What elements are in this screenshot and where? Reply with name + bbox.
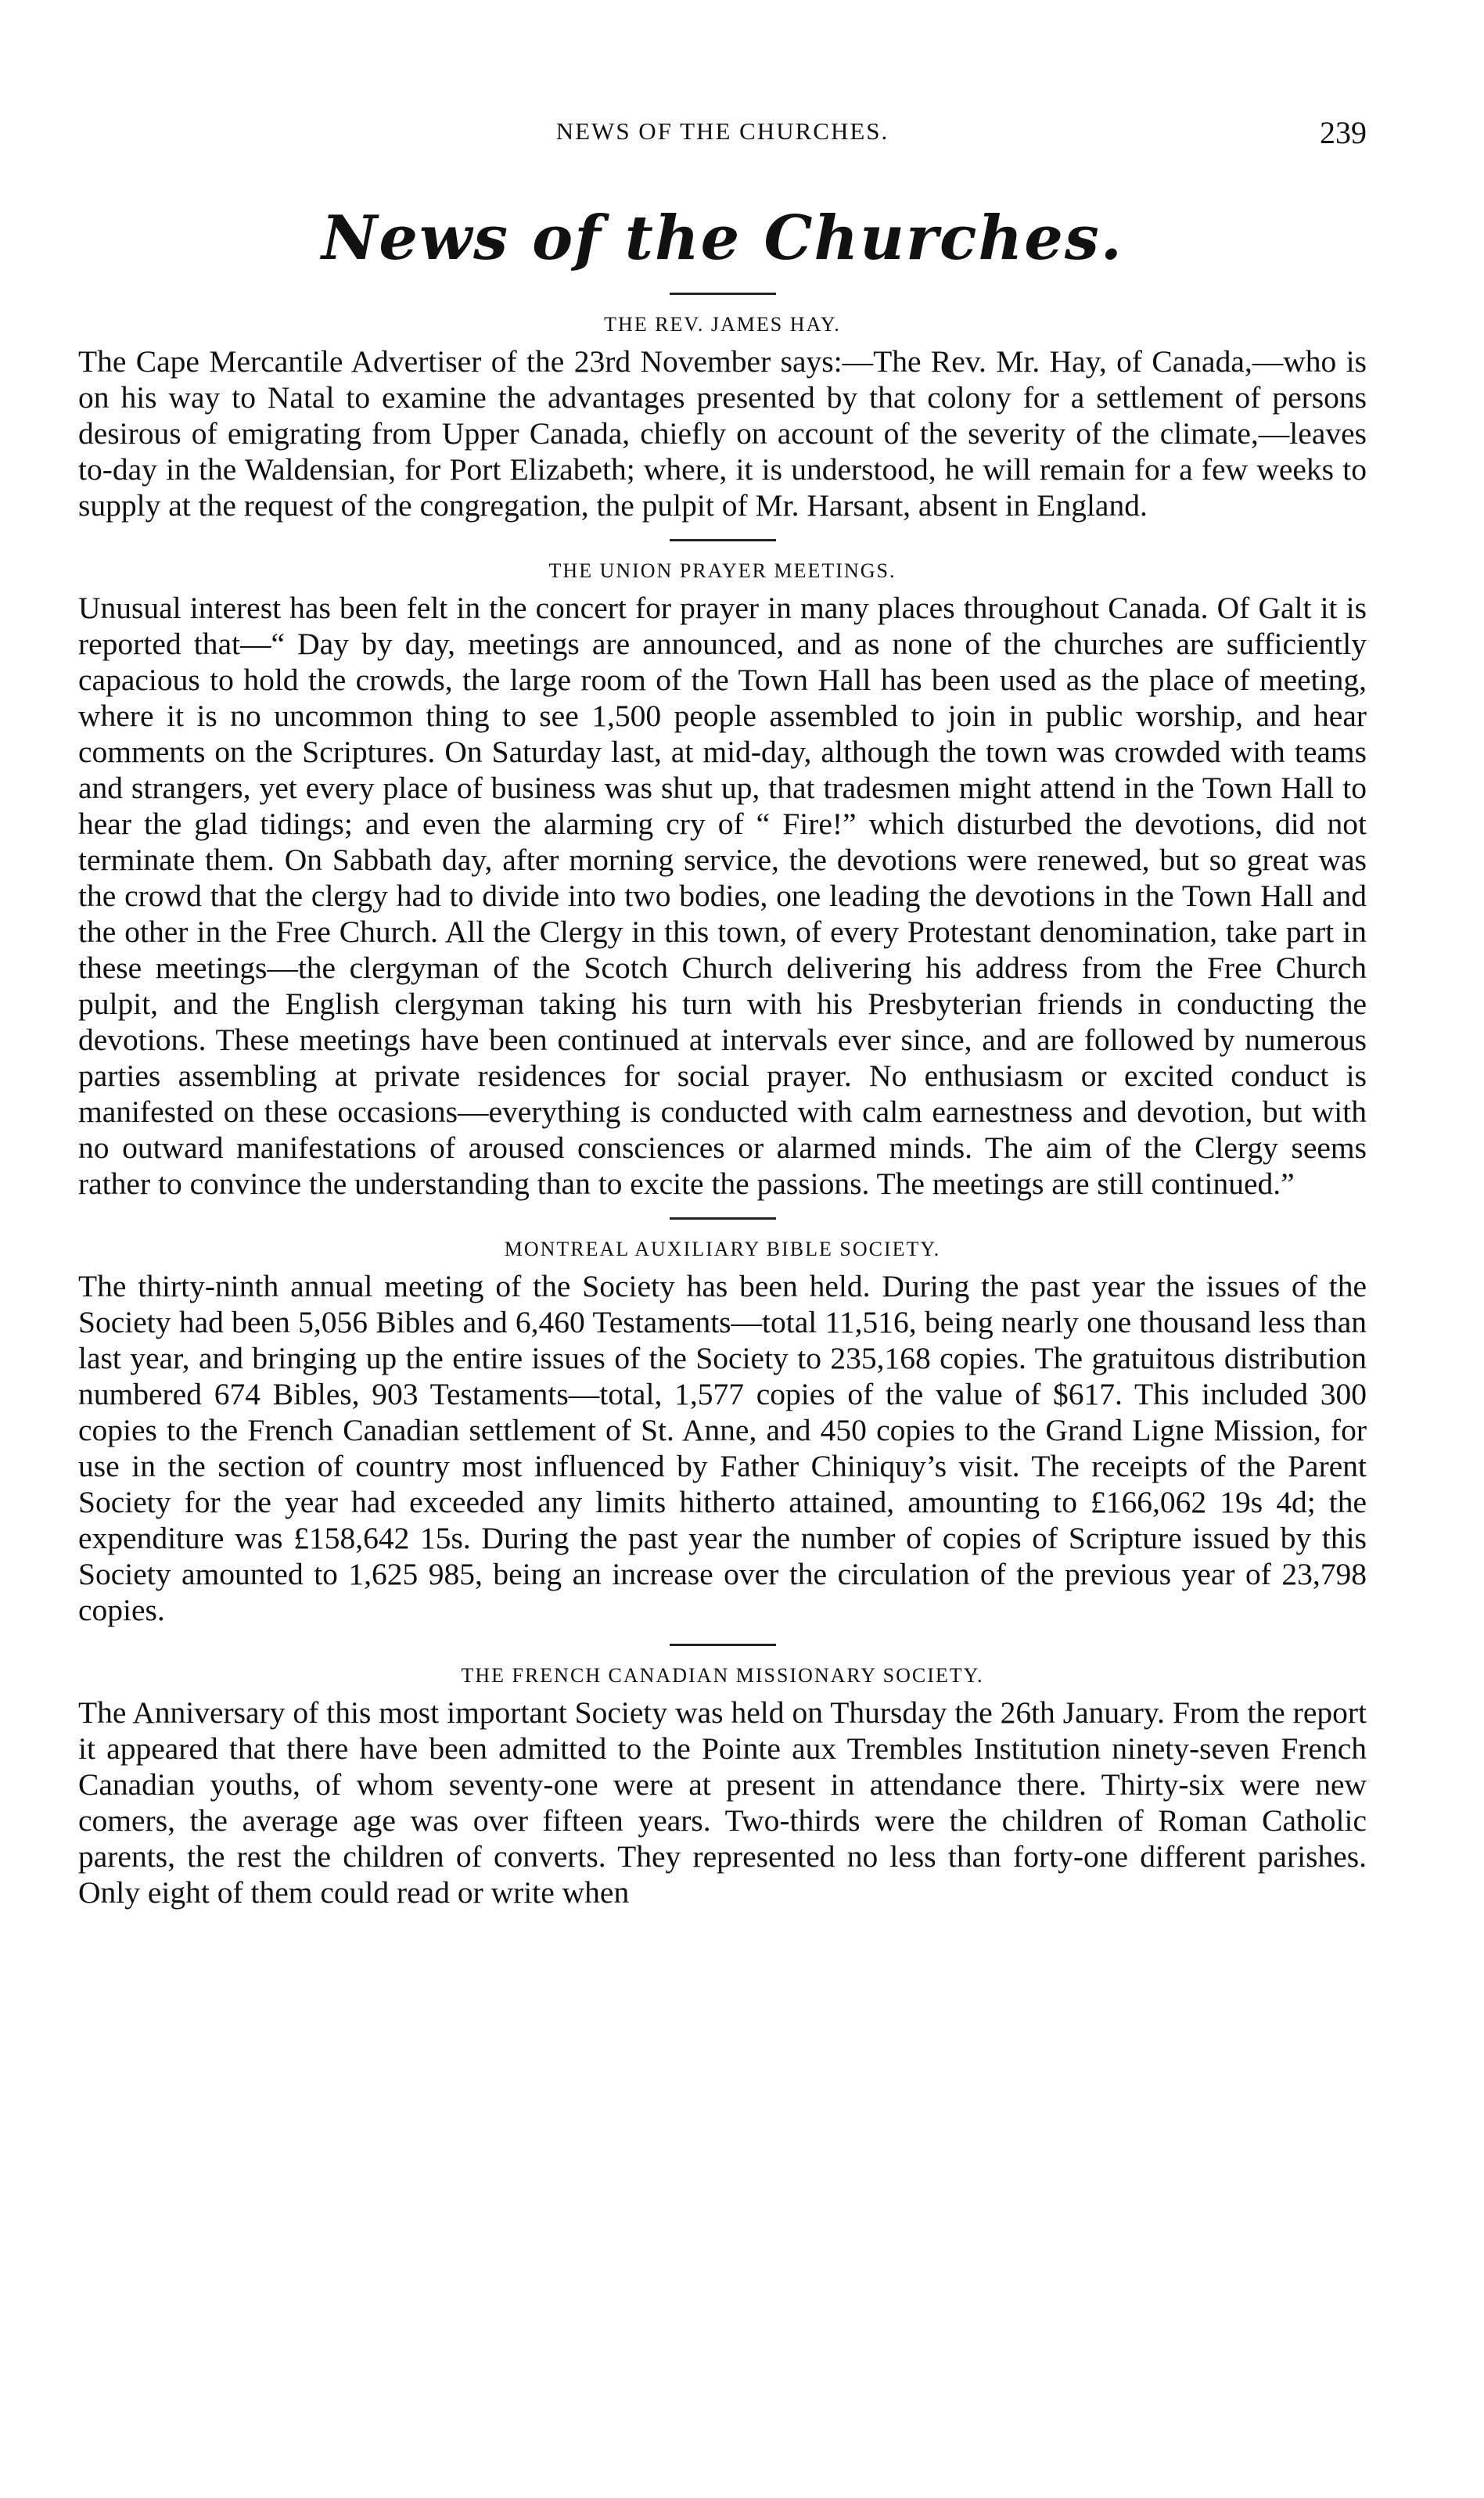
running-head <box>78 117 1367 164</box>
section-rule <box>670 293 776 295</box>
article-body: The Cape Mercantile Advertiser of the 23rd November says:—The Rev. Mr. Hay, of Canada,—who is on his way to Natal to examine the advantages presented by that colony for a settlement of persons desirous of emigrating from Upper Canada, chiefly on account of the severity of the climate,—leaves to-day in the Waldensian, for Port Elizabeth; where, it is understood, he will remain for a few weeks to supply at the request of the congregation, the pulpit of Mr. Harsant, absent in England. <box>78 344 1367 523</box>
section-rule <box>670 539 776 541</box>
article-heading: THE UNION PRAYER MEETINGS. <box>548 559 897 582</box>
article-body: The thirty-ninth annual meeting of the Society has been held. During the past year the issues of the Society had been 5,056 Bibles and 6,460 Testaments—total 11,516, being nearly one thousand less than last year, and bringing up the entire issues of the Society to 235,168 copies. The gratuitous distribution numbered 674 Bibles, 903 Testaments—total, 1,577 copies of the value of $617. This included 300 copies to the French Canadian settlement of St. Anne, and 450 copies to the Grand Ligne Mission, for use in the section of country most influenced by Father Chiniquy’s visit. The receipts of the Parent Society for the year had exceeded any limits hitherto attained, amounting to £166,062 19s 4d; the expenditure was £158,642 15s. During the past year the number of copies of Scripture issued by this Society amounted to 1,625 985, being an increase over the circulation of the previous year of 23,798 copies. <box>78 1269 1367 1627</box>
page-number: 239 <box>1320 115 1367 150</box>
article-french-canadian-missionary-society <box>78 1662 1367 1910</box>
article-body: Unusual interest has been felt in the concert for prayer in many places throughout Canada. Of Galt it is reported that—“ Day by day, meetings are announced, and as none of the churches are sufficiently capacious to hold the crowds, the large room of the Town Hall has been used as the place of meeting, where it is no uncommon thing to see 1,500 people assembled to join in public worship, and hear comments on the Scriptures. On Saturday last, at mid-day, although the town was crowded with teams and strangers, yet every place of business was shut up, that tradesmen might attend in the Town Hall to hear the glad tidings; and even the alarming cry of “ Fire!” which disturbed the devotions, did not terminate them. On Sabbath day, after morning service, the devotions were renewed, but so great was the crowd that the clergy had to divide into two bodies, one leading the devotions in the Town Hall and the other in the Free Church. All the Clergy in this town, of every Protestant denomination, take part in these meetings—the clergyman of the Scotch Church delivering his address from the Free Church pulpit, and the English clergyman taking his turn with his Presbyterian friends in conducting the devotions. These meetings have been continued at intervals ever since, and are followed by numerous parties assembling at private residences for social prayer. No enthusiasm or excited conduct is manifested on these occasions—everything is conducted with calm earnestness and devotion, but with no outward manifestations of aroused consciences or alarmed minds. The aim of the Clergy seems rather to convince the understanding than to excite the passions. The meetings are still continued.” <box>78 591 1367 1201</box>
article-heading: THE REV. JAMES HAY. <box>604 313 841 336</box>
article-union-prayer-meetings <box>78 557 1367 1202</box>
main-title: News of the Churches. <box>322 203 1123 274</box>
article-james-hay <box>78 311 1367 523</box>
article-heading: THE FRENCH CANADIAN MISSIONARY SOCIETY. <box>461 1664 984 1687</box>
article-heading: MONTREAL AUXILIARY BIBLE SOCIETY. <box>504 1238 941 1260</box>
article-montreal-bible-society <box>78 1235 1367 1628</box>
section-rule <box>670 1644 776 1646</box>
article-body: The Anniversary of this most important Society was held on Thursday the 26th January. From the report it appeared that there have been admitted to the Pointe aux Trembles Institution ninety-seven French Canadian youths, of whom seventy-one were at present in attendance there. Thirty-six were new comers, the average age was over fifteen years. Two-thirds were the children of Roman Catholic parents, the rest the children of converts. They represented no less than forty-one different parishes. Only eight of them could read or write when <box>78 1695 1367 1910</box>
section-rule <box>670 1217 776 1220</box>
running-title: NEWS OF THE CHURCHES. <box>555 117 889 145</box>
